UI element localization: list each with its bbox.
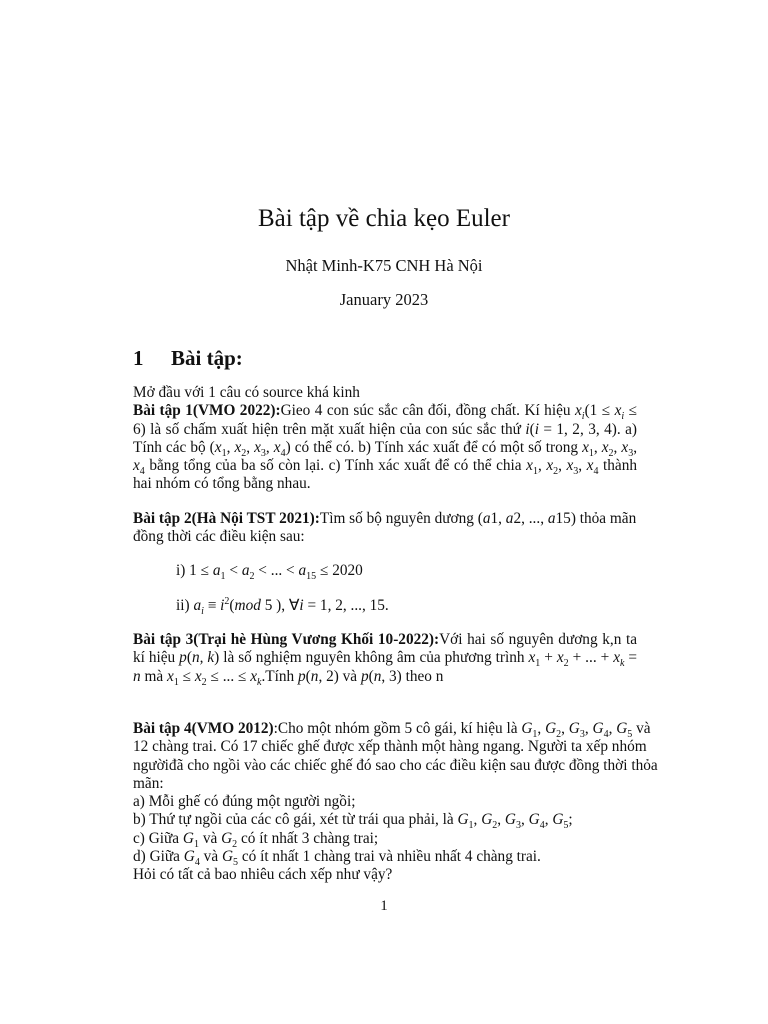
page-number: 1	[380, 898, 388, 914]
problem-4-condition-a: a) Mỗi ghế có đúng một người ngồi;	[133, 793, 356, 811]
intro-line: Mở đầu với 1 câu có source khá kinh	[133, 384, 360, 401]
problem-4-condition-c: c) Giữa $G_1$ và $G_2$ có ít nhất 3 chàng trai;	[133, 829, 379, 850]
problem-4-label: Bài tập 4(VMO 2012)	[133, 720, 274, 737]
problem-4-condition-d: d) Giữa $G_4$ và $G_5$ có ít nhất 1 chàng trai và nhiều nhất 4 chàng trai.	[133, 848, 541, 869]
problem-2-condition-1: i) $1 \le a_1 < a_2$ < ... < $a_{15} \le 2020$	[176, 562, 363, 583]
problem-4-question: Hỏi có tất cả bao nhiêu cách xếp như vậy?	[133, 866, 393, 884]
problem-1-label: Bài tập 1(VMO 2022):	[133, 402, 281, 420]
problem-2-condition-2: ii) $a_i \equiv i^2(mod$ 5 ), ∀i = 1, 2, ..., 15.	[176, 595, 389, 618]
section-heading	[133, 346, 243, 371]
problem-2: Bài tập 2(Hà Nội TST 2021):Tìm số bộ nguyên dương (a1, a2, ..., a15) thỏa mãn đồng thời các điều kiện sau:	[133, 510, 637, 546]
problem-1: Bài tập 1(VMO 2022):Gieo 4 con súc sắc cân đối, đồng chất. Kí hiệu $x_i(1 \le x_i \le 6)$ là số chấm xuất hiện trên mặt xuất hiện của con súc sắc thứ i(i = 1, 2, 3, 4). a) Tính các bộ ($x_1$, $x_2$, $x_3$, $x_4$) có thể có. b) Tính xác xuất để có một số trong $x_1$, $x_2$, $x_3$, $x_4$ bằng tổng của ba số còn lại. c) Tính xác xuất để có thể chia $x_1$, $x_2$, $x_3$, $x_4$ thành hai nhóm có tổng bằng nhau.	[133, 402, 638, 493]
section-number: 1	[133, 346, 144, 370]
document-author: Nhật Minh-K75 CNH Hà Nội	[285, 256, 483, 275]
problem-3: Bài tập 3(Trại hè Hùng Vương Khối 10-2022):Với hai số nguyên dương k,n ta kí hiệu p(n, k) là số nghiệm nguyên không âm của phương trình $x_1 + x_2$ + ... + $x_k = n$ mà $x_1 \le x_2$ ≤ ... ≤ $x_k.Tính$ p(n, 2) và p(n, 3) theo n	[133, 631, 638, 688]
problem-1-block	[133, 384, 637, 494]
problem-4: Bài tập 4(VMO 2012):Cho một nhóm gồm 5 cô gái, kí hiệu là $G_1$, $G_2$, $G_3$, $G_4$, $G_5$ và 12 chàng trai. Có 17 chiếc ghế được xếp thành một hàng ngang. Người ta xếp nhóm ngườiđã cho ngồi vào các chiếc ghế đó sao cho các điều kiện sau được đồng thời thỏa mãn: a) Mỗi ghế có đúng một người ngồi; b) Thứ tự ngồi của các cô gái, xét từ trái qua phải, là $G_1$, $G_2$, $G_3$, $G_4$, $G_5$; c) Giữa $G_1$ và $G_2$ có ít nhất 3 chàng trai; d) Giữa $G_4$ và $G_5$ có ít nhất 1 chàng trai và nhiều nhất 4 chàng trai. Hỏi có tất cả bao nhiêu cách xếp như vậy?	[133, 720, 663, 885]
problem-3-label: Bài tập 3(Trại hè Hùng Vương Khối 10-2022):	[133, 631, 440, 648]
document-date: January 2023	[339, 290, 429, 309]
document-title: Bài tập về chia kẹo Euler	[258, 205, 510, 232]
problem-4-condition-b: b) Thứ tự ngồi của các cô gái, xét từ trái qua phải, là $G_1$, $G_2$, $G_3$, $G_4$, $G_5$;	[133, 811, 573, 832]
problem-2-label: Bài tập 2(Hà Nội TST 2021):	[133, 510, 320, 527]
section-title: Bài tập:	[171, 346, 243, 370]
